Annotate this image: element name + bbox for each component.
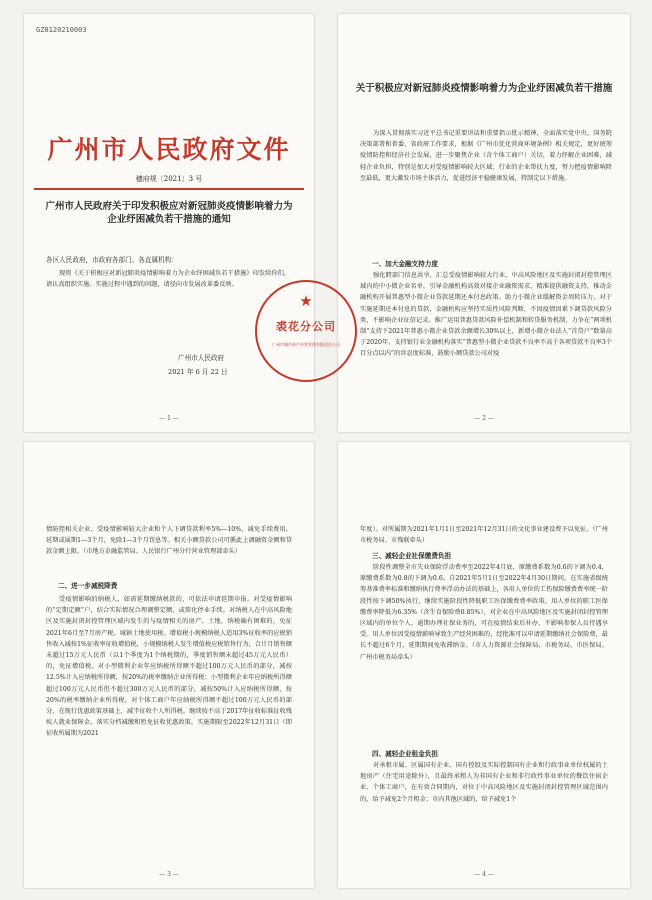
- page-number: — 2 —: [474, 415, 494, 422]
- section-heading-2: 二、进一步减税降费: [58, 582, 118, 590]
- page-number: — 4 —: [474, 871, 494, 878]
- red-divider-line: [34, 188, 304, 190]
- official-seal-stamp: [255, 280, 357, 382]
- addressee-line: 各区人民政府，市政府各部门、各直属机构：: [46, 256, 178, 264]
- page-3: [24, 442, 314, 888]
- notice-title: 广州市人民政府关于印发积极应对新冠肺炎疫情影响着力为企业纾困减负若干措施的通知: [45, 201, 293, 225]
- seal-star-icon: ★: [299, 292, 313, 310]
- document-reference-number: 穗府规〔2021〕3 号: [135, 175, 203, 183]
- issuer-name: 广州市人民政府: [178, 354, 225, 362]
- intro-paragraph: 为深入贯彻落实习近平总书记重要讲话和重要指示批示精神，全面落实党中央、国务院决策部署和省委、省政府工作要求，根据《广州市优化营商环境条例》相关规定，更好统筹疫情防控和经济社会发展，进一步聚焦企业（含个体工商户）关切，着力纾解企业困难，减轻企业负担，特别是加大对受疫情影响较大区域、行业的企业帮扶力度，努力把疫情影响降至最低，更大激发市场主体活力，促进经济平稳健康发展，特制定以下措施。: [360, 130, 612, 182]
- page-4: [338, 442, 630, 888]
- section-body-4: 对承租市属、区属国有企业、国有控股及实际控制国有企业和行政事业单位权属的土地房产（住宅用途除外），且最终承租人为非国有企业和非行政性事业单位的餐饮住宿企业、个体工商户，在有效合同期内，对位于中高风险地区及实施封闭封控管理区域范围内的，给予减免2个月租金；市内其他区域的，给予减免1个: [360, 762, 608, 803]
- page-1: [24, 14, 314, 432]
- page-number: — 3 —: [159, 871, 179, 878]
- section-body-2: 受疫情影响的纳税人，如需延期缴纳税款的，可依法申请延期申报。对受疫情影响的“定期定额”户，结合实际情况合理调整定额，或简化停业手续。对纳税人在中高风险地区及实施封闭封控管理区域内发生的与疫情相关的房产、土地，纳税确有困难的，免征2021年6月至7月房产税、城镇土地使用税。增值税小规模纳税人适用3%征收率的应税销售收入减按1%征收率征收增值税，小规模纳税人发生增值税应税销售行为，合计月销售额未超过15万元人民币（以1个季度为1个纳税期的，季度销售额未超过45万元人民币）的，免征增值税。对小型微利企业年应纳税所得额不超过100万元人民币的部分，减按12.5%计入应纳税所得额，按20%的税率缴纳企业所得税；小型微利企业年应纳税所得额超过100万元人民币但不超过300万元人民币的部分，减按50%计入应纳税所得额，按20%的税率缴纳企业所得税。对个体工商户年应纳税所得额不超过100万元人民币的部分，在现行优惠政策基础上，减半征收个人所得税。继续按不高于2017年征收标准征收残疾人就业保障金，落实分档减缴和暂免征收优惠政策，实施期限至2022年12月31日（即征收所属期为2021: [46, 596, 292, 738]
- issue-date: 2021 年 6 月 22 日: [168, 368, 228, 376]
- section-heading-1: 一、加大金融支持力度: [372, 260, 438, 268]
- continuation-paragraph: 情防控相关企业、受疫情影响较大企业和个人下调贷款利率5%—10%，减免手续费用，延期或展期1—3个月，免除1—3个月罚息等。相关小额贷款公司可循此上调融资金额和贷款金额上限。（市地方金融监管局、人民银行广州分行营业管理部牵头）: [46, 526, 292, 556]
- seal-ring-text: 广州市城市资产经营管理有限责任公司: [272, 342, 340, 347]
- notice-body: 现将《关于积极应对新冠肺炎疫情影响着力为企业纾困减负若干措施》印发给你们，请认真组织实施。实施过程中遇到的问题，请径向市发展改革委反映。: [46, 270, 290, 289]
- seal-name: 裘花分公司: [276, 320, 336, 333]
- doc-serial-number: GZ0120210003: [36, 26, 87, 34]
- section-body-3: 阶段性调整全市失业保险浮动费率至2022年4月底，原缴费系数为0.6的下调为0.4，原缴费系数为0.8的下调为0.6。自2021年5月1日至2022年4月30日期间，在实施省级统筹基准费率标准和缴纳执行费率浮动办法的基础上，各用人单位的工伤保险缴费费率统一阶段性按下调50%执行，继续实施阶段性降低职工医保缴费费率政策，用人单位的职工医保缴费率降低为6.35%（含生育保险费0.85%），对企业在中高风险地区及实施封闭封控管理区域内的单位个人，逾期办理社保业务的，可在疫情结束后补办，不影响参保人员待遇享受。用人单位因受疫情影响导致生产经营困难的，经批准可以申请延期缴纳社会保险费，最长不超过6个月，延期期间免收滞纳金。（市人力资源社会保障局、市税务局、市医保局、广州市税务局牵头）: [360, 564, 608, 661]
- page-number: — 1 —: [159, 415, 179, 422]
- government-document-title: 广州市人民政府文件: [47, 135, 291, 164]
- section-body-1: 强化跨部门信息共享，汇总受疫情影响较大行业、中高风险地区及实施封闭封控管理区域内的中小微企业名单，引导金融机构高效对接企业融资需求，精准提供融资支持，推动金融机构开展普惠型小微企业贷款延期还本付息政策。助力小微企业缓解资金周转压力，对于实施延期还本付息的贷款，金融机构应坚持实质性风险判断，不因疫情因素下调贷款风险分类，不影响企业征信记录。推广运用普惠贷款风险补偿机制和转贷服务机制，力争在“两项机制”支持下2021年普惠小微企业贷款余额增长30%以上，新增小微企业法人“首贷户”数量高于2020年，支持银行业金融机构落实“普惠型小微企业贷款不良率不高于各项贷款不良率3个百分点以内”的容忍度标准，鼓励小额贷款公司对疫: [360, 272, 612, 358]
- measures-title: 关于积极应对新冠肺炎疫情影响着力为企业纾困减负若干措施: [355, 83, 613, 94]
- section-heading-3: 三、减轻企业社保缴费负担: [372, 552, 452, 560]
- section-heading-4: 四、减轻企业租金负担: [372, 750, 438, 758]
- page-2: [338, 14, 630, 432]
- continuation-paragraph: 年度）。对所属期为2021年1月1日至2021年12月31日的文化事业建设费予以免征。（广州市税务局、市残联牵头）: [360, 526, 608, 545]
